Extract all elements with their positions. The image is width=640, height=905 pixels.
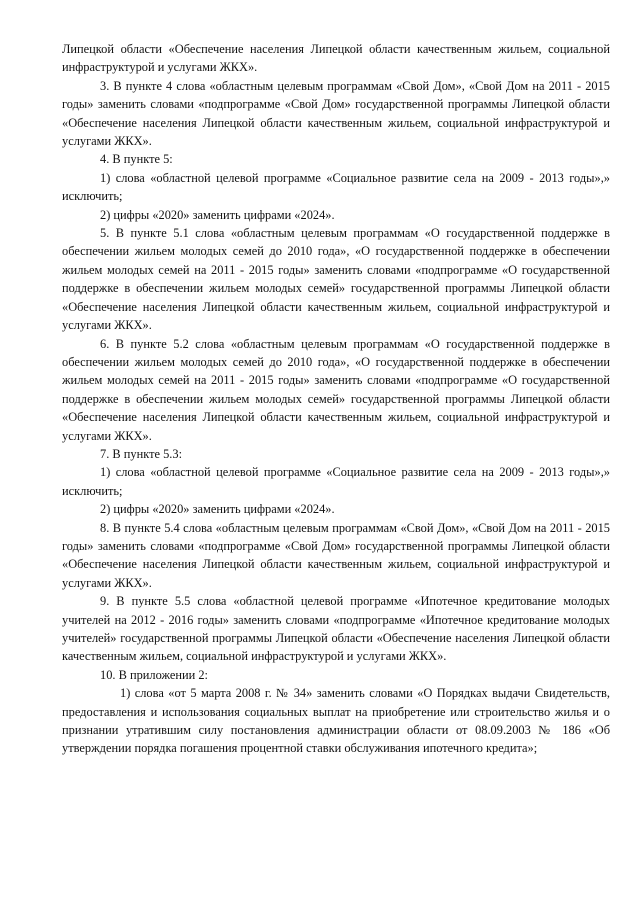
paragraph-item-4: 4. В пункте 5: [100,152,173,167]
paragraph-item-9: 9. В пункте 5.5 слова «областной целевой программе «Ипотечное кредитование молодых учителей на 2012 - 2016 годы» заменить словами «подпрограмме «Ипотечное кредитование молодых учителей» государственной программы Липецкой области «Обеспечение населения Липецкой области качественным жильем, социальной инфраструктурой и услугами ЖКХ». [62,594,610,664]
paragraph-item-7-sub-1: 1) слова «областной целевой программе «Социальное развитие села на 2009 - 2013 годы»,» исключить; [62,465,610,498]
document-page [62,40,610,758]
paragraph-item-4-sub-2: 2) цифры «2020» заменить цифрами «2024». [100,207,335,222]
paragraph-item-3: 3. В пункте 4 слова «областным целевым программам «Свой Дом», «Свой Дом на 2011 - 2015 годы» заменить словами «подпрограмме «Свой Дом» государственной программы Липецкой области «Обеспечение населения Липецкой области качественным жильем, социальной инфраструктурой и услугами ЖКХ». [62,78,610,149]
paragraph-item-10: 10. В приложении 2: [100,667,209,682]
paragraph-item-8: 8. В пункте 5.4 слова «областным целевым программам «Свой Дом», «Свой Дом на 2011 - 2015 годы» заменить словами «подпрограмме «Свой Дом» государственной программы Липецкой области «Обеспечение населения Липецкой области качественным жильем, социальной инфраструктурой и услугами ЖКХ». [62,520,610,590]
paragraph-continuation: Липецкой области «Обеспечение населения Липецкой области качественным жильем, социальной инфраструктурой и услугами ЖКХ». [62,42,610,75]
paragraph-item-6: 6. В пункте 5.2 слова «областным целевым программам «О государственной поддержке в обеспечении жильем молодых семей до 2010 года», «О государственной поддержке в обеспечении жильем молодых семей на 2011 - 2015 годы» заменить словами «подпрограмме «О государственной поддержке в обеспечении жильем молодых семей» государственной программы Липецкой области «Обеспечение населения Липецкой области качественным жильем, социальной инфраструктурой и услугами ЖКХ». [62,336,610,443]
paragraph-item-4-sub-1: 1) слова «областной целевой программе «Социальное развитие села на 2009 - 2013 годы»,» исключить; [62,170,610,204]
paragraph-item-7-sub-2: 2) цифры «2020» заменить цифрами «2024». [100,502,335,517]
paragraph-item-7: 7. В пункте 5.3: [100,446,183,461]
paragraph-item-5: 5. В пункте 5.1 слова «областным целевым программам «О государственной поддержке в обеспечении жильем молодых семей до 2010 года», «О государственной поддержке в обеспечении жильем молодых семей на 2011 - 2015 годы» заменить словами «подпрограмме «О государственной поддержке в обеспечении жильем молодых семей» государственной программы Липецкой области «Обеспечение населения Липецкой области качественным жильем, социальной инфраструктурой и услугами ЖКХ». [62,226,610,333]
paragraph-item-10-sub-1: 1) слова «от 5 марта 2008 г. № 34» заменить словами «О Порядках выдачи Свидетельств, предоставления и использования социальных выплат на приобретение или строительство жилья и о признании утратившим силу постановления администрации области от 08.09.2003 № 186 «Об утверждении порядка погашения процентной ставки обслуживания ипотечного кредита»; [62,686,610,756]
